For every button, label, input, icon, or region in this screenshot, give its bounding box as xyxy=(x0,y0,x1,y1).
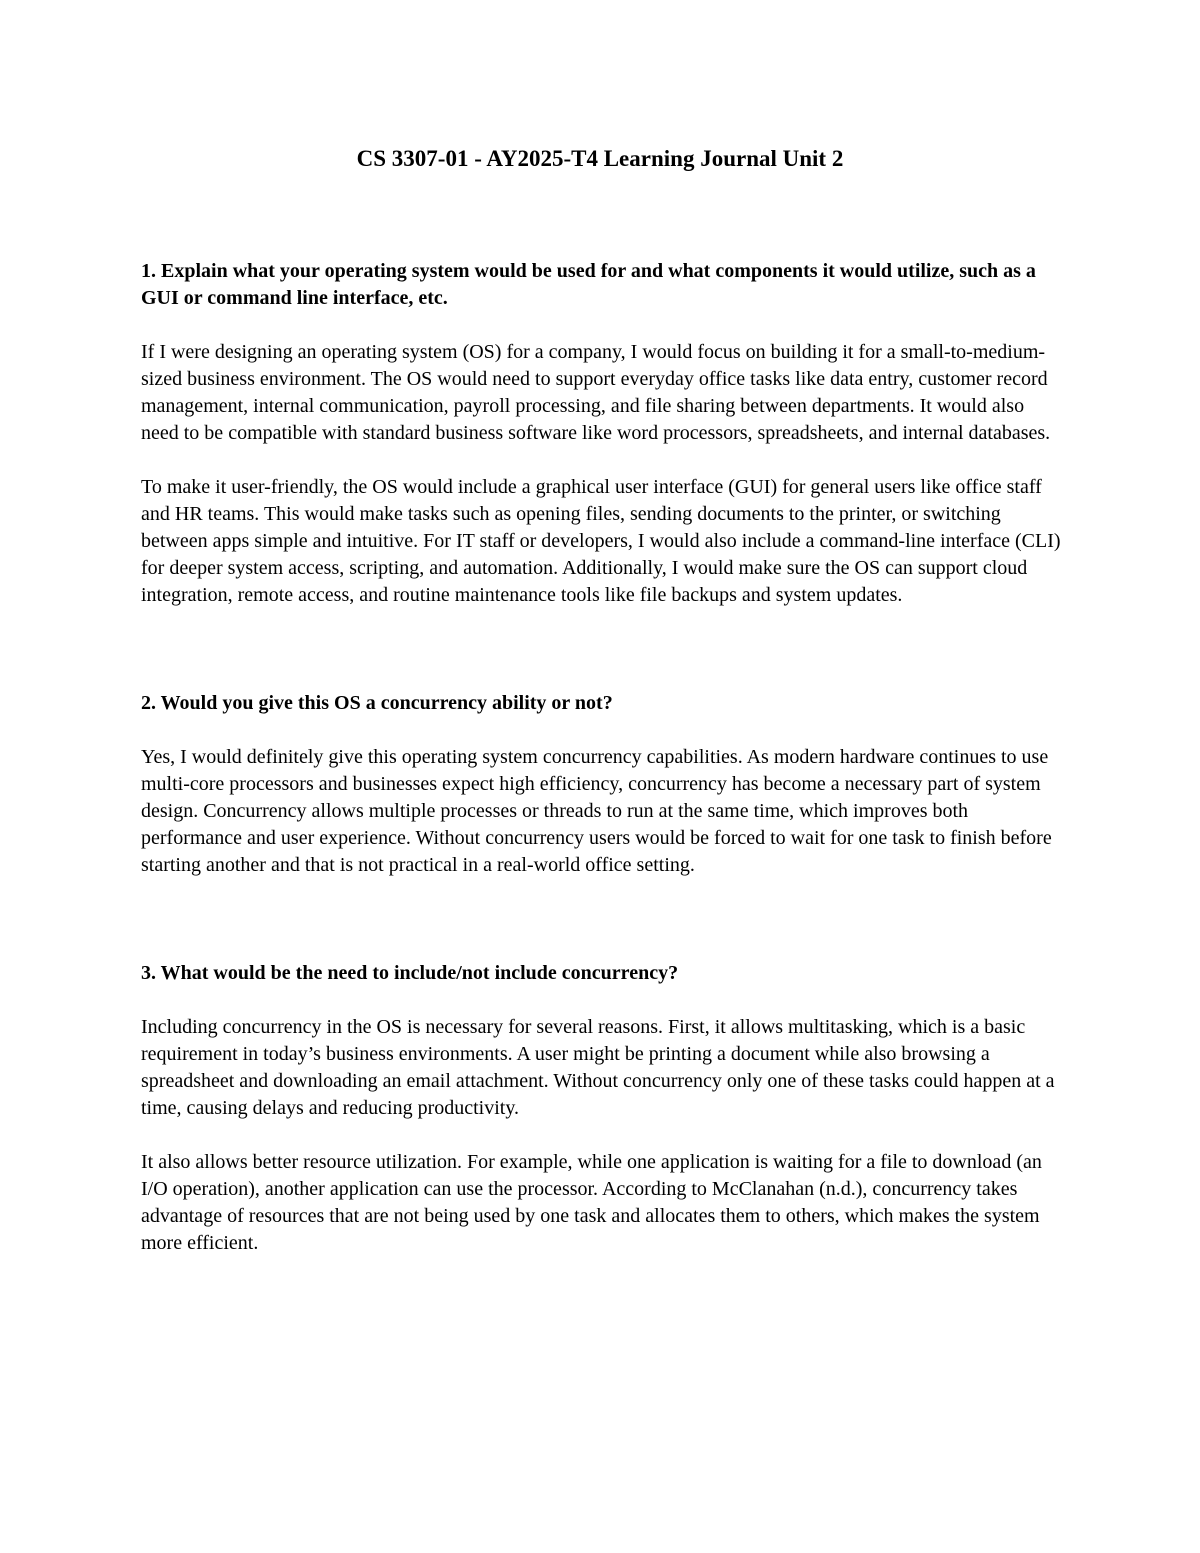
answer-1-paragraph-2: To make it user-friendly, the OS would include a graphical user interface (GUI) for general users like office staff and HR teams. This would make tasks such as opening files, sending documents to the printer, or switching between apps simple and intuitive. For IT staff or developers, I would also include a command-line interface (CLI) for deeper system access, scripting, and automation. Additionally, I would make sure the OS can support cloud integration, remote access, and routine maintenance tools like file backups and system updates. xyxy=(141,476,1061,606)
answer-2-paragraph-1: Yes, I would definitely give this operating system concurrency capabilities. As modern hardware continues to use multi-core processors and businesses expect high efficiency, concurrency has become a necessary part of system design. Concurrency allows multiple processes or threads to run at the same time, which improves both performance and user experience. Without concurrency users would be forced to wait for one task to finish before starting another and that is not practical in a real-world office setting. xyxy=(141,746,1052,876)
question-3: 3. What would be the need to include/not include concurrency? xyxy=(141,962,679,984)
question-2: 2. Would you give this OS a concurrency ability or not? xyxy=(141,692,613,714)
document-title: CS 3307-01 - AY2025-T4 Learning Journal Unit 2 xyxy=(356,146,844,171)
answer-1-paragraph-1: If I were designing an operating system (OS) for a company, I would focus on building it for a small-to-medium-sized business environment. The OS would need to support everyday office tasks like data entry, customer record management, internal communication, payroll processing, and file sharing between departments. It would also need to be compatible with standard business software like word processors, spreadsheets, and internal databases. xyxy=(141,341,1051,444)
answer-3-paragraph-2: It also allows better resource utilization. For example, while one application is waiting for a file to download (an I/O operation), another application can use the processor. According to McClanahan (n.d.), concurrency takes advantage of resources that are not being used by one task and allocates them to others, which makes the system more efficient. xyxy=(141,1151,1042,1254)
document-body xyxy=(141,258,1066,1257)
answer-3-paragraph-1: Including concurrency in the OS is necessary for several reasons. First, it allows multitasking, which is a basic requirement in today’s business environments. A user might be printing a document while also browsing a spreadsheet and downloading an email attachment. Without concurrency only one of these tasks could happen at a time, causing delays and reducing productivity. xyxy=(141,1016,1055,1119)
question-1: 1. Explain what your operating system would be used for and what components it would utilize, such as a GUI or command line interface, etc. xyxy=(141,260,1036,309)
